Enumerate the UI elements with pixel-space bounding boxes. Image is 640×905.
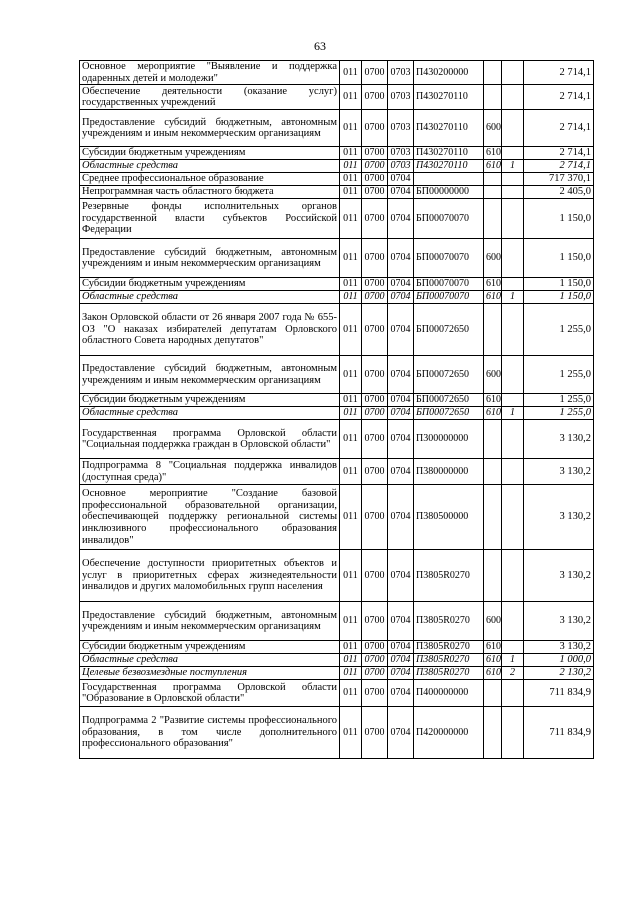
row-section-code: 0700 xyxy=(362,110,388,147)
row-expense-type: 610 xyxy=(484,147,502,160)
table-row xyxy=(80,304,594,356)
row-ved-code: 011 xyxy=(340,394,362,407)
row-name: Основное мероприятие "Выявление и поддержка одаренных детей и молодежи" xyxy=(80,61,340,85)
row-name: Закон Орловской области от 26 января 2007 года № 655-ОЗ "О наказах избирателей депутатам Орловского областного Совета народных депутатов" xyxy=(80,304,340,356)
row-ved-code: 011 xyxy=(340,667,362,680)
table-row xyxy=(80,239,594,278)
row-target-article: П380500000 xyxy=(414,485,484,550)
row-section-code: 0700 xyxy=(362,654,388,667)
row-ved-code: 011 xyxy=(340,680,362,707)
row-section-code: 0700 xyxy=(362,173,388,186)
table-row xyxy=(80,61,594,85)
row-source-code xyxy=(502,459,524,485)
row-section-code: 0700 xyxy=(362,420,388,459)
row-target-article: БП00070070 xyxy=(414,199,484,239)
row-ved-code: 011 xyxy=(340,278,362,291)
row-subsection-code: 0704 xyxy=(388,186,414,199)
row-source-code xyxy=(502,420,524,459)
row-amount: 3 130,2 xyxy=(524,420,594,459)
row-source-code xyxy=(502,680,524,707)
row-expense-type: 610 xyxy=(484,291,502,304)
row-subsection-code: 0704 xyxy=(388,680,414,707)
row-section-code: 0700 xyxy=(362,394,388,407)
row-section-code: 0700 xyxy=(362,199,388,239)
table-row xyxy=(80,407,594,420)
row-target-article: БП00070070 xyxy=(414,278,484,291)
row-section-code: 0700 xyxy=(362,85,388,110)
row-section-code: 0700 xyxy=(362,160,388,173)
row-ved-code: 011 xyxy=(340,550,362,602)
row-expense-type xyxy=(484,420,502,459)
row-amount: 1 255,0 xyxy=(524,394,594,407)
row-amount: 3 130,2 xyxy=(524,550,594,602)
row-name: Предоставление субсидий бюджетным, автономным учреждениям и иным некоммерческим организациям xyxy=(80,356,340,394)
row-ved-code: 011 xyxy=(340,160,362,173)
row-ved-code: 011 xyxy=(340,186,362,199)
row-target-article: П3805R0270 xyxy=(414,602,484,641)
row-name: Государственная программа Орловской области "Социальная поддержка граждан в Орловской области" xyxy=(80,420,340,459)
row-expense-type: 600 xyxy=(484,356,502,394)
row-subsection-code: 0703 xyxy=(388,160,414,173)
row-ved-code: 011 xyxy=(340,110,362,147)
table-row xyxy=(80,199,594,239)
row-section-code: 0700 xyxy=(362,61,388,85)
row-subsection-code: 0704 xyxy=(388,304,414,356)
row-source-code xyxy=(502,278,524,291)
row-amount: 711 834,9 xyxy=(524,707,594,759)
table-row xyxy=(80,707,594,759)
row-ved-code: 011 xyxy=(340,356,362,394)
row-ved-code: 011 xyxy=(340,199,362,239)
row-target-article: БП00072650 xyxy=(414,407,484,420)
row-name: Основное мероприятие "Создание базовой профессиональной образовательной организации, обеспечивающей поддержку региональной системы инклюзивного профессионального образования инвалидов" xyxy=(80,485,340,550)
table-row xyxy=(80,394,594,407)
row-target-article: БП00072650 xyxy=(414,304,484,356)
row-source-code xyxy=(502,602,524,641)
row-ved-code: 011 xyxy=(340,707,362,759)
table-row xyxy=(80,641,594,654)
row-source-code xyxy=(502,707,524,759)
row-name: Областные средства xyxy=(80,160,340,173)
row-target-article xyxy=(414,173,484,186)
row-target-article: П3805R0270 xyxy=(414,654,484,667)
row-section-code: 0700 xyxy=(362,304,388,356)
row-target-article: П430270110 xyxy=(414,147,484,160)
row-expense-type: 610 xyxy=(484,160,502,173)
row-name: Подпрограмма 8 "Социальная поддержка инвалидов (доступная среда)" xyxy=(80,459,340,485)
row-expense-type xyxy=(484,304,502,356)
row-amount: 3 130,2 xyxy=(524,602,594,641)
row-source-code: 1 xyxy=(502,407,524,420)
row-amount: 3 130,2 xyxy=(524,641,594,654)
row-expense-type xyxy=(484,485,502,550)
row-target-article: П430270110 xyxy=(414,110,484,147)
row-name: Субсидии бюджетным учреждениям xyxy=(80,641,340,654)
row-section-code: 0700 xyxy=(362,667,388,680)
row-subsection-code: 0704 xyxy=(388,485,414,550)
row-ved-code: 011 xyxy=(340,61,362,85)
row-amount: 1 255,0 xyxy=(524,304,594,356)
row-target-article: П400000000 xyxy=(414,680,484,707)
row-subsection-code: 0704 xyxy=(388,291,414,304)
row-ved-code: 011 xyxy=(340,420,362,459)
row-section-code: 0700 xyxy=(362,602,388,641)
row-source-code xyxy=(502,641,524,654)
row-amount: 1 255,0 xyxy=(524,356,594,394)
row-target-article: БП00070070 xyxy=(414,239,484,278)
row-ved-code: 011 xyxy=(340,602,362,641)
row-amount: 2 714,1 xyxy=(524,85,594,110)
row-subsection-code: 0703 xyxy=(388,85,414,110)
row-amount: 717 370,1 xyxy=(524,173,594,186)
row-subsection-code: 0703 xyxy=(388,61,414,85)
row-expense-type: 610 xyxy=(484,394,502,407)
row-name: Обеспечение доступности приоритетных объектов и услуг в приоритетных сферах жизнедеятельности инвалидов и других маломобильных групп населения xyxy=(80,550,340,602)
row-expense-type xyxy=(484,680,502,707)
table-row xyxy=(80,459,594,485)
row-section-code: 0700 xyxy=(362,707,388,759)
row-expense-type: 600 xyxy=(484,602,502,641)
row-target-article: П3805R0270 xyxy=(414,641,484,654)
row-source-code xyxy=(502,199,524,239)
row-expense-type: 600 xyxy=(484,110,502,147)
row-section-code: 0700 xyxy=(362,485,388,550)
row-name: Государственная программа Орловской области "Образование в Орловской области" xyxy=(80,680,340,707)
row-subsection-code: 0703 xyxy=(388,110,414,147)
row-expense-type xyxy=(484,85,502,110)
row-ved-code: 011 xyxy=(340,654,362,667)
row-expense-type: 610 xyxy=(484,407,502,420)
row-name: Субсидии бюджетным учреждениям xyxy=(80,278,340,291)
row-expense-type: 610 xyxy=(484,667,502,680)
row-section-code: 0700 xyxy=(362,239,388,278)
row-name: Подпрограмма 2 "Развитие системы профессионального образования, в том числе дополнительного профессионального образования" xyxy=(80,707,340,759)
row-amount: 2 405,0 xyxy=(524,186,594,199)
row-source-code xyxy=(502,239,524,278)
row-ved-code: 011 xyxy=(340,173,362,186)
row-ved-code: 011 xyxy=(340,291,362,304)
row-expense-type xyxy=(484,707,502,759)
row-expense-type xyxy=(484,186,502,199)
row-target-article: П3805R0270 xyxy=(414,667,484,680)
row-section-code: 0700 xyxy=(362,680,388,707)
table-row xyxy=(80,667,594,680)
row-name: Областные средства xyxy=(80,654,340,667)
row-expense-type xyxy=(484,173,502,186)
row-name: Предоставление субсидий бюджетным, автономным учреждениям и иным некоммерческим организациям xyxy=(80,602,340,641)
row-target-article: БП00070070 xyxy=(414,291,484,304)
row-section-code: 0700 xyxy=(362,550,388,602)
row-amount: 1 255,0 xyxy=(524,407,594,420)
row-subsection-code: 0704 xyxy=(388,199,414,239)
row-ved-code: 011 xyxy=(340,641,362,654)
table-row xyxy=(80,420,594,459)
row-section-code: 0700 xyxy=(362,147,388,160)
row-expense-type: 610 xyxy=(484,654,502,667)
table-row xyxy=(80,680,594,707)
row-expense-type xyxy=(484,550,502,602)
table-row xyxy=(80,160,594,173)
row-amount: 3 130,2 xyxy=(524,459,594,485)
row-section-code: 0700 xyxy=(362,186,388,199)
row-name: Непрограммная часть областного бюджета xyxy=(80,186,340,199)
row-amount: 2 714,1 xyxy=(524,160,594,173)
row-source-code xyxy=(502,173,524,186)
row-source-code xyxy=(502,394,524,407)
row-amount: 2 714,1 xyxy=(524,147,594,160)
row-amount: 3 130,2 xyxy=(524,485,594,550)
table-row xyxy=(80,147,594,160)
table-row xyxy=(80,278,594,291)
table-row xyxy=(80,173,594,186)
row-subsection-code: 0704 xyxy=(388,550,414,602)
row-name: Областные средства xyxy=(80,291,340,304)
row-ved-code: 011 xyxy=(340,239,362,278)
row-source-code xyxy=(502,85,524,110)
table-row xyxy=(80,550,594,602)
row-name: Субсидии бюджетным учреждениям xyxy=(80,394,340,407)
table-row xyxy=(80,485,594,550)
row-name: Целевые безвозмездные поступления xyxy=(80,667,340,680)
row-target-article: БП00072650 xyxy=(414,356,484,394)
row-expense-type xyxy=(484,199,502,239)
row-expense-type xyxy=(484,61,502,85)
row-target-article: БП00000000 xyxy=(414,186,484,199)
row-section-code: 0700 xyxy=(362,407,388,420)
row-target-article: П380000000 xyxy=(414,459,484,485)
row-source-code xyxy=(502,110,524,147)
row-amount: 711 834,9 xyxy=(524,680,594,707)
row-section-code: 0700 xyxy=(362,641,388,654)
row-subsection-code: 0703 xyxy=(388,147,414,160)
row-subsection-code: 0704 xyxy=(388,356,414,394)
row-target-article: П430270110 xyxy=(414,160,484,173)
row-section-code: 0700 xyxy=(362,459,388,485)
row-source-code xyxy=(502,186,524,199)
row-name: Областные средства xyxy=(80,407,340,420)
row-source-code: 1 xyxy=(502,160,524,173)
row-target-article: П430270110 xyxy=(414,85,484,110)
row-amount: 1 150,0 xyxy=(524,239,594,278)
table-row xyxy=(80,110,594,147)
row-source-code xyxy=(502,485,524,550)
table-row xyxy=(80,356,594,394)
row-amount: 1 150,0 xyxy=(524,278,594,291)
row-source-code: 1 xyxy=(502,654,524,667)
row-ved-code: 011 xyxy=(340,85,362,110)
row-source-code xyxy=(502,356,524,394)
table-row xyxy=(80,291,594,304)
budget-table xyxy=(79,60,594,759)
row-subsection-code: 0704 xyxy=(388,602,414,641)
row-target-article: П300000000 xyxy=(414,420,484,459)
row-source-code xyxy=(502,147,524,160)
row-subsection-code: 0704 xyxy=(388,654,414,667)
table-row xyxy=(80,85,594,110)
row-target-article: БП00072650 xyxy=(414,394,484,407)
row-subsection-code: 0704 xyxy=(388,239,414,278)
row-ved-code: 011 xyxy=(340,304,362,356)
row-section-code: 0700 xyxy=(362,356,388,394)
row-subsection-code: 0704 xyxy=(388,707,414,759)
row-name: Обеспечение деятельности (оказание услуг) государственных учреждений xyxy=(80,85,340,110)
row-name: Среднее профессиональное образование xyxy=(80,173,340,186)
row-subsection-code: 0704 xyxy=(388,641,414,654)
row-target-article: П420000000 xyxy=(414,707,484,759)
row-source-code xyxy=(502,61,524,85)
row-subsection-code: 0704 xyxy=(388,667,414,680)
row-amount: 2 714,1 xyxy=(524,61,594,85)
table-row xyxy=(80,186,594,199)
row-ved-code: 011 xyxy=(340,147,362,160)
row-subsection-code: 0704 xyxy=(388,420,414,459)
row-amount: 1 150,0 xyxy=(524,291,594,304)
row-amount: 1 150,0 xyxy=(524,199,594,239)
row-amount: 2 714,1 xyxy=(524,110,594,147)
row-amount: 2 130,2 xyxy=(524,667,594,680)
page-number: 63 xyxy=(314,39,326,53)
row-source-code: 2 xyxy=(502,667,524,680)
row-subsection-code: 0704 xyxy=(388,407,414,420)
row-target-article: П430200000 xyxy=(414,61,484,85)
row-expense-type: 610 xyxy=(484,641,502,654)
row-source-code: 1 xyxy=(502,291,524,304)
row-subsection-code: 0704 xyxy=(388,278,414,291)
row-subsection-code: 0704 xyxy=(388,459,414,485)
row-name: Субсидии бюджетным учреждениям xyxy=(80,147,340,160)
row-target-article: П3805R0270 xyxy=(414,550,484,602)
row-expense-type: 610 xyxy=(484,278,502,291)
row-expense-type xyxy=(484,459,502,485)
row-ved-code: 011 xyxy=(340,459,362,485)
row-name: Предоставление субсидий бюджетным, автономным учреждениям и иным некоммерческим организациям xyxy=(80,110,340,147)
table-row xyxy=(80,654,594,667)
row-name: Резервные фонды исполнительных органов государственной власти субъектов Российской Федерации xyxy=(80,199,340,239)
row-expense-type: 600 xyxy=(484,239,502,278)
row-source-code xyxy=(502,304,524,356)
row-section-code: 0700 xyxy=(362,278,388,291)
row-amount: 1 000,0 xyxy=(524,654,594,667)
row-name: Предоставление субсидий бюджетным, автономным учреждениям и иным некоммерческим организациям xyxy=(80,239,340,278)
row-ved-code: 011 xyxy=(340,485,362,550)
row-section-code: 0700 xyxy=(362,291,388,304)
row-subsection-code: 0704 xyxy=(388,394,414,407)
row-ved-code: 011 xyxy=(340,407,362,420)
table-row xyxy=(80,602,594,641)
row-source-code xyxy=(502,550,524,602)
row-subsection-code: 0704 xyxy=(388,173,414,186)
